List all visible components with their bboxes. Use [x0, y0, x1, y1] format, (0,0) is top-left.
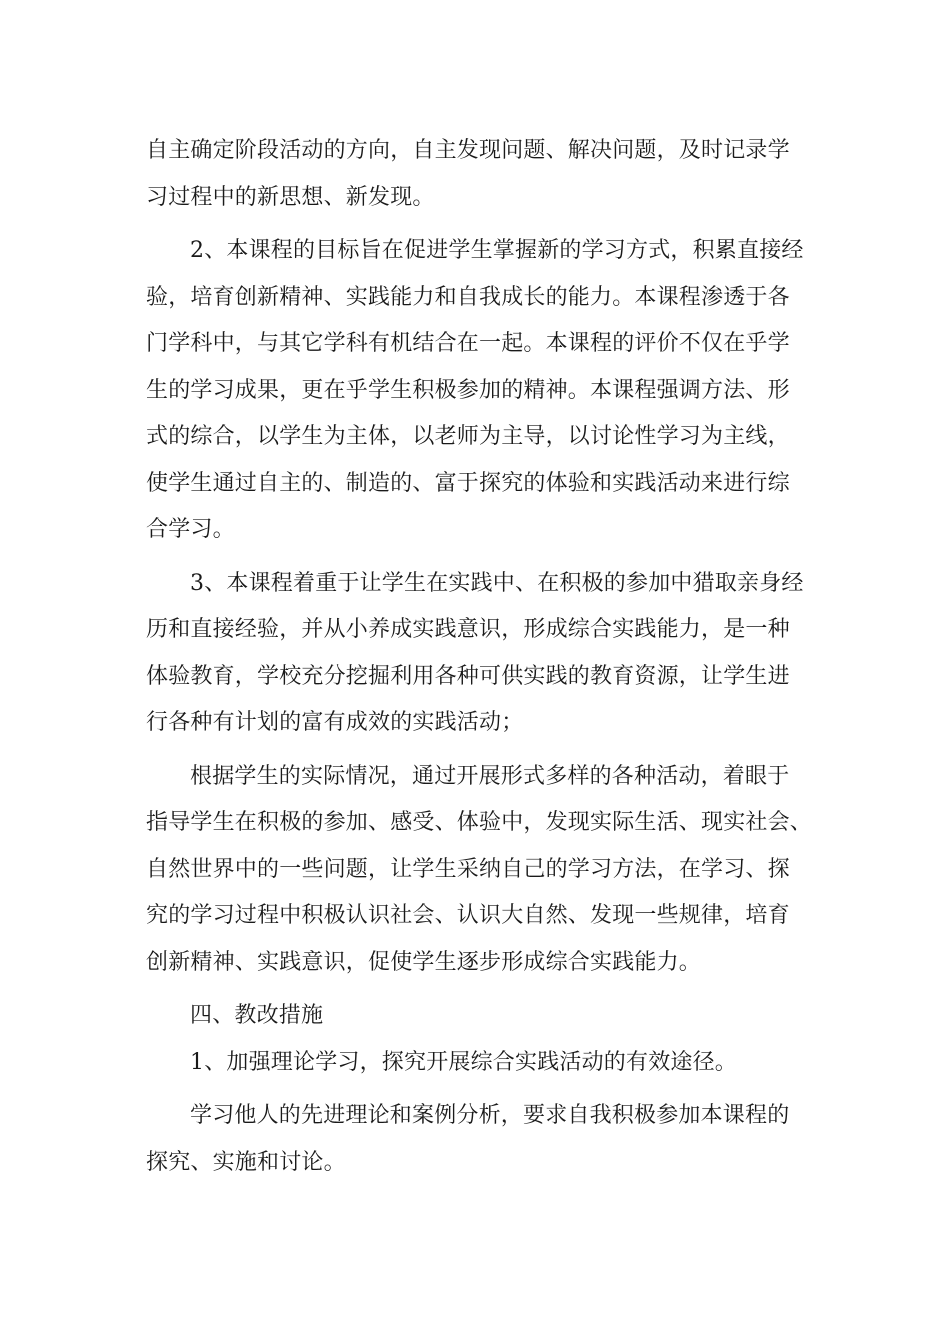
text-line: 式的综合，以学生为主体，以老师为主导，以讨论性学习为主线，	[146, 424, 790, 449]
text-line: 自主确定阶段活动的方向，自主发现问题、解决问题，及时记录学	[146, 138, 790, 163]
paragraph-4-start: 根据学生的实际情况，通过开展形式多样的各种活动，着眼于	[190, 763, 790, 789]
text-line: 使学生通过自主的、制造的、富于探究的体验和实践活动来进行综	[146, 470, 790, 496]
text-line: 合学习。	[146, 517, 235, 542]
paragraph-2-start: 2、本课程的目标旨在促进学生掌握新的学习方式，积累直接经	[190, 238, 804, 263]
paragraph-3-start: 3、本课程着重于让学生在实践中、在积极的参加中猎取亲身经	[190, 570, 804, 596]
text-line: 创新精神、实践意识，促使学生逐步形成综合实践能力。	[146, 949, 702, 975]
text-line: 体验教育，学校充分挖掘利用各种可供实践的教育资源，让学生进	[146, 663, 790, 689]
subsection-heading: 1、加强理论学习，探究开展综合实践活动的有效途径。	[190, 1049, 737, 1075]
text-line: 自然世界中的一些问题，让学生采纳自己的学习方法，在学习、探	[146, 856, 790, 882]
text-line: 究的学习过程中积极认识社会、认识大自然、发现一些规律，培育	[146, 903, 790, 928]
text-line: 习过程中的新思想、新发现。	[146, 184, 435, 210]
paragraph-5-start: 学习他人的先进理论和案例分析，要求自我积极参加本课程的	[190, 1103, 790, 1128]
document-body	[146, 128, 826, 1186]
text-line: 生的学习成果，更在乎学生积极参加的精神。本课程强调方法、形	[146, 377, 790, 403]
text-line: 验，培育创新精神、实践能力和自我成长的能力。本课程渗透于各	[146, 284, 790, 310]
text-line: 探究、实施和讨论。	[146, 1149, 346, 1175]
text-line: 指导学生在积极的参加、感受、体验中，发现实际生活、现实社会、	[146, 810, 813, 835]
text-line: 历和直接经验，并从小养成实践意识，形成综合实践能力，是一种	[146, 617, 790, 642]
section-heading: 四、教改措施	[190, 1003, 324, 1028]
text-line: 行各种有计划的富有成效的实践活动；	[146, 710, 524, 735]
text-line: 门学科中，与其它学科有机结合在一起。本课程的评价不仅在乎学	[146, 331, 790, 356]
